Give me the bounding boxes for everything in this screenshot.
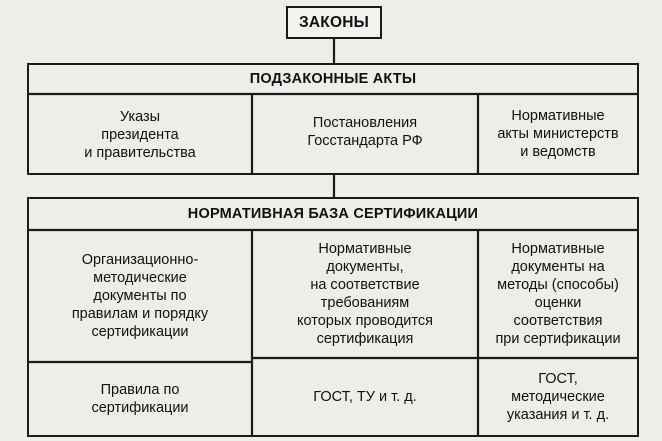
bylaws-item-ministries: Нормативные акты министерств и ведомств (497, 108, 619, 160)
example-gost-tu: ГОСТ, ТУ и т. д. (313, 389, 417, 405)
bylaws-title: ПОДЗАКОННЫЕ АКТЫ (249, 71, 417, 87)
base-column-requirements: Нормативные документы, на соответствие требованиям которых проводится сертификация (297, 241, 433, 347)
base-column-organizational: Организационно- методические документы по правилам и порядку сертификации (71, 252, 209, 340)
bylaws-item-decrees: Указы президента и правительства (84, 109, 196, 161)
laws-title: ЗАКОНЫ (299, 13, 369, 31)
example-gost-guidelines: ГОСТ, методические указания и т. д. (506, 371, 610, 423)
base-column-methods: Нормативные документы на методы (способы) оценки соответствия при сертификации (495, 241, 621, 347)
bylaws-item-gosstandart: Постановления Госстандарта РФ (307, 115, 423, 149)
base-title: НОРМАТИВНАЯ БАЗА СЕРТИФИКАЦИИ (187, 206, 479, 222)
laws-box (286, 6, 382, 39)
example-rules: Правила по сертификации (91, 382, 189, 416)
